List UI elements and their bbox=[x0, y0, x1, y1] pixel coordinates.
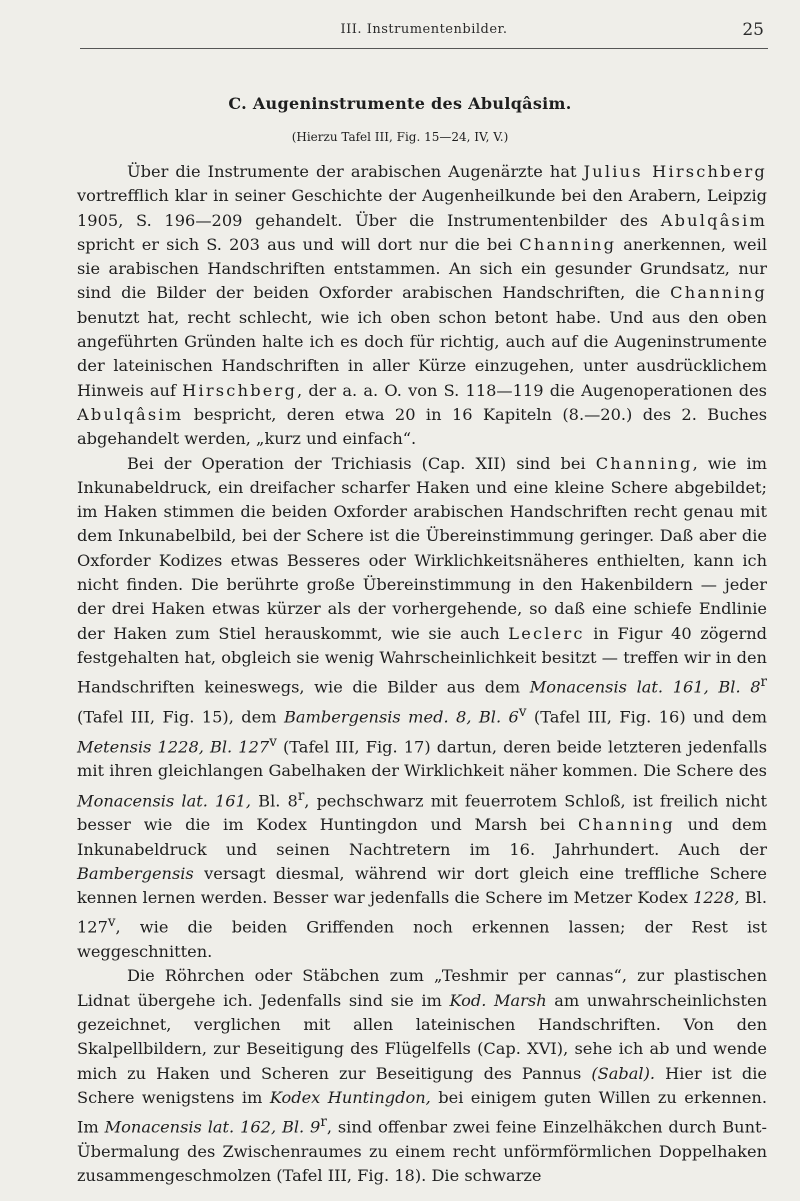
manuscript-citation: Monacensis lat. 161, bbox=[77, 790, 252, 810]
text-run: bespricht, deren etwa 20 in 16 Kapiteln (8.—20.) des 2. Buches abgehandelt werden, „kurz und einfach“. bbox=[77, 404, 767, 449]
spaced-name: Julius Hirschberg bbox=[583, 162, 767, 181]
section-note: (Hierzu Tafel III, Fig. 15—24, IV, V.) bbox=[291, 130, 509, 144]
spaced-name: Channing bbox=[577, 815, 675, 835]
folio-side: v bbox=[518, 703, 527, 720]
text-run: anerkennen, weil sie arabischen Handschriften entstammen. An sich ein gesunder Grundsatz, nur sind die Bilder der beiden Oxforder arabischen Handschriften, die bbox=[77, 234, 767, 303]
text-run: benutzt hat, recht schlecht, wie ich oben schon betont habe. Und aus den oben angeführten Gründen halte ich es doch für richtig, auch auf die Augeninstrumente der lateinischen Handschriften in aller Kürze einzugehen, unter ausdrücklichem Hinweis auf bbox=[77, 307, 767, 400]
manuscript-citation: Bambergensis med. 8, Bl. 6 bbox=[284, 707, 519, 727]
text-run: Hier ist die Schere wenigstens im bbox=[77, 1063, 767, 1107]
manuscript-citation: Kodex Huntingdon, bbox=[269, 1087, 431, 1107]
spaced-name: Channing bbox=[595, 453, 693, 473]
manuscript-citation: 1228, bbox=[693, 888, 740, 908]
paragraph-1 bbox=[77, 160, 767, 452]
text-run: am unwahrscheinlichsten gezeichnet, verglichen mit allen lateinischen Handschriften. Von den Skalpellbildern, zur Beseitigung des Flügelfells (Cap. XVI), sehe ich ab und wende mich zu Haken und Scheren zur Beseitigung des Pannus bbox=[77, 990, 767, 1083]
text-run: versagt diesmal, während wir dort gleich eine treffliche Schere kennen lernen werden. Besser war jedenfalls die Schere im Metzer Kodex bbox=[77, 863, 767, 908]
manuscript-citation: Metensis 1228, Bl. 127 bbox=[77, 737, 270, 756]
spaced-name: Hirschberg bbox=[182, 380, 298, 400]
manuscript-citation: Monacensis lat. 162, Bl. 9 bbox=[104, 1117, 321, 1137]
spaced-name: Channing bbox=[519, 234, 617, 254]
running-head bbox=[80, 22, 768, 49]
text-run: (Tafel III, Fig. 17) dartun, deren beide letzteren jedenfalls mit ihren gleichlangen Gabelhaken der Wirklichkeit näher kommen. Die Schere des bbox=[77, 737, 767, 781]
text-run: spricht er sich S. 203 aus und will dort nur die bei bbox=[77, 234, 520, 254]
text-run: , sind offenbar zwei feine Einzelhäkchen durch Bunt-Übermalung des Zwischenraumes zu einem recht unförmförmlichen Doppelhaken zusammengeschmolzen (Tafel III, Fig. 18). Die schwarze bbox=[77, 1117, 767, 1186]
text-run: Bl. 8 bbox=[251, 790, 298, 810]
text-run: Die Röhrchen oder Stäbchen zum „Teshmir per cannas“, zur plastischen Lidnat übergehe ich. Jedenfalls sind sie im bbox=[77, 966, 767, 1010]
folio-side: r bbox=[297, 787, 305, 804]
text-run: (Tafel III, Fig. 15), dem bbox=[77, 707, 284, 727]
text-run: (Tafel III, Fig. 16) und dem bbox=[526, 707, 767, 727]
paragraph-2 bbox=[77, 452, 767, 965]
folio-side: r bbox=[320, 1114, 327, 1131]
manuscript-citation: (Sabal). bbox=[591, 1063, 656, 1083]
spaced-name: Channing bbox=[670, 283, 767, 303]
text-run: bei einigem guten Willen zu erkennen. Im bbox=[77, 1087, 767, 1137]
folio-side: v bbox=[269, 733, 277, 750]
text-run: , wie im Inkunabeldruck, ein dreifacher scharfer Haken und eine kleine Schere abgebildet; im Haken stimmen die beiden Oxforder arabischen Handschriften recht genau mit dem Inkunabelbild, bei der Schere ist die Übereinstimmung geringer. Daß aber die Oxforder Kodizes etwas Besseres oder Wirklichkeitsnäheres enthielten, kann ich nicht finden. Die berührte große Übereinstimmung in den Hakenbildern — jeder der drei Haken etwas kürzer als der vorhergehende, so daß eine schiefe Endlinie der Haken zum Stiel herauskommt, wie sie auch bbox=[77, 453, 767, 643]
text-run: Über die Instrumente der arabischen Augenärzte hat bbox=[127, 162, 584, 181]
text-run: , wie die beiden Griffenden noch erkennen lassen; der Rest ist weggeschnitten. bbox=[77, 917, 767, 962]
paragraph-3 bbox=[77, 964, 767, 1188]
spaced-name: Abulqâsim bbox=[77, 404, 184, 424]
body-text bbox=[77, 160, 767, 1189]
text-run: vortrefflich klar in seiner Geschichte der Augenheilkunde bei den Arabern, Leipzig 1905, S. 196—209 gehandelt. Über die Instrumentenbilder des bbox=[77, 186, 767, 230]
folio-side: r bbox=[760, 674, 767, 691]
spaced-name: Abulqâsim bbox=[660, 210, 767, 230]
text-run: , der a. a. O. von S. 118—119 die Augenoperationen des bbox=[297, 380, 767, 400]
text-run: Bl. 127 bbox=[77, 888, 767, 937]
spaced-name: Leclerc bbox=[508, 623, 585, 643]
page-number: 25 bbox=[742, 20, 764, 40]
section-heading: C. Augeninstrumente des Abulqâsim. bbox=[228, 94, 572, 113]
text-run: und dem Inkunabeldruck und seinen Nachtretern im 16. Jahrhundert. Auch der bbox=[77, 815, 767, 859]
text-run: in Figur 40 zögernd festgehalten hat, obgleich sie wenig Wahrscheinlichkeit besitzt — treffen wir in den Handschriften keineswegs, wie die Bilder aus dem bbox=[77, 623, 767, 697]
manuscript-citation: Bambergensis bbox=[77, 863, 194, 883]
folio-side: v bbox=[107, 914, 116, 931]
running-title: III. Instrumentenbilder. bbox=[340, 22, 508, 37]
manuscript-citation: Monacensis lat. 161, Bl. 8 bbox=[529, 677, 761, 697]
text-run: , pechschwarz mit feuerrotem Schloß, ist freilich nicht besser wie die im Kodex Huntingdon und Marsh bei bbox=[77, 790, 767, 835]
text-run: Bei der Operation der Trichiasis (Cap. XII) sind bei bbox=[127, 453, 596, 473]
manuscript-citation: Kod. Marsh bbox=[449, 990, 547, 1010]
